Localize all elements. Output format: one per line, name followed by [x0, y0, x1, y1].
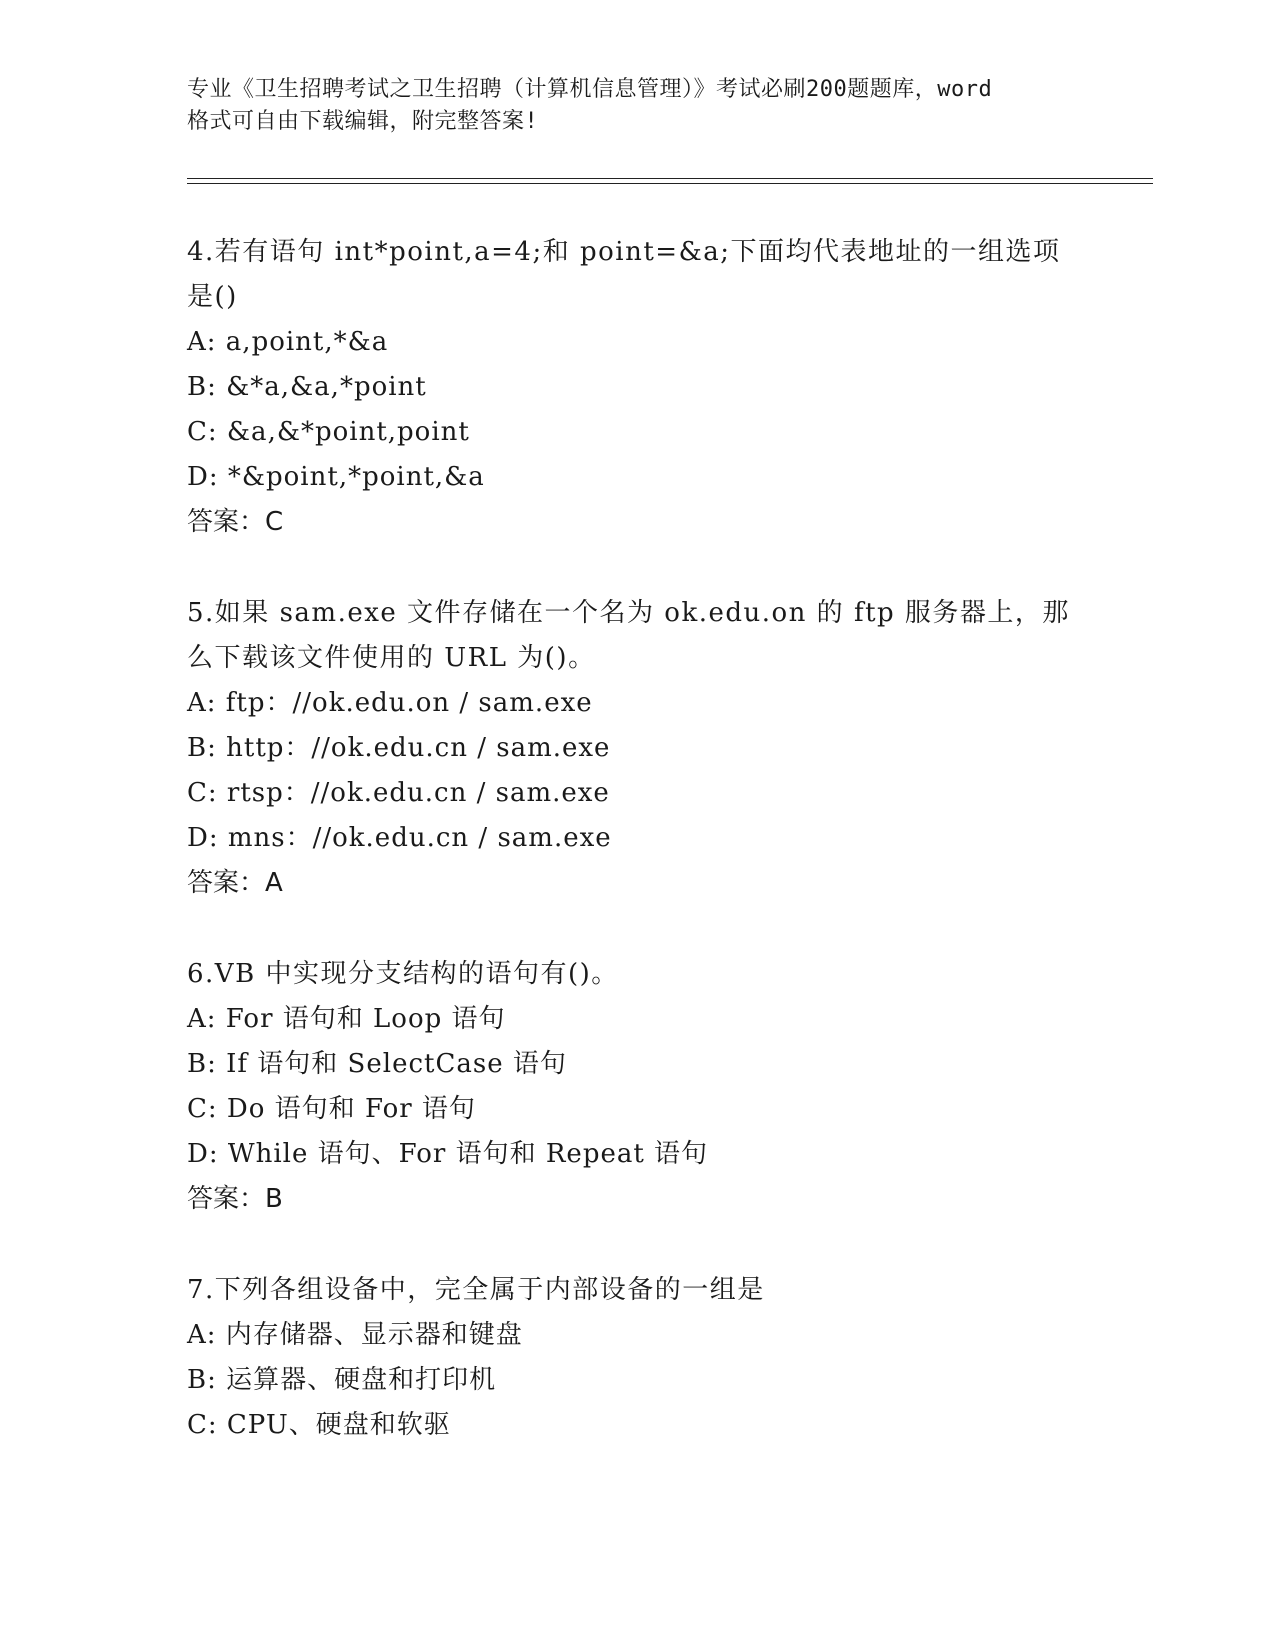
- question-stem-line-1: 4.若有语句 int*point,a=4;和 point=&a;下面均代表地址的一组选项: [187, 237, 1061, 267]
- option-d: D: While 语句、For 语句和 Repeat 语句: [187, 1139, 709, 1169]
- option-a: A: 内存储器、显示器和键盘: [187, 1320, 523, 1350]
- question-stem-line-1: 5.如果 sam.exe 文件存储在一个名为 ok.edu.on 的 ftp 服务器上，那: [187, 598, 1070, 628]
- answer-label: 答案：A: [187, 868, 283, 898]
- option-c: C: CPU、硬盘和软驱: [187, 1410, 451, 1440]
- option-a: A: For 语句和 Loop 语句: [187, 1004, 506, 1034]
- option-b: B: &*a,&a,*point: [187, 372, 427, 402]
- question-list: [187, 230, 1087, 1494]
- option-d: D: mns：//ok.edu.cn / sam.exe: [187, 823, 612, 853]
- question-5: [187, 591, 1087, 906]
- question-stem: [187, 591, 1087, 681]
- answer-label: 答案：C: [187, 507, 284, 537]
- option-c: C: &a,&*point,point: [187, 417, 470, 447]
- header-divider-top: [187, 178, 1153, 179]
- question-stem-line-1: 6.VB 中实现分支结构的语句有()。: [187, 959, 619, 989]
- option-b: B: http：//ok.edu.cn / sam.exe: [187, 733, 611, 763]
- question-stem-line-2: 么下载该文件使用的 URL 为()。: [187, 643, 596, 673]
- header-title-line-1: 专业《卫生招聘考试之卫生招聘（计算机信息管理）》考试必刷200题题库，word: [187, 77, 993, 102]
- option-a: A: a,point,*&a: [187, 327, 389, 357]
- document-header: [187, 74, 1087, 138]
- question-stem-line-1: 7.下列各组设备中，完全属于内部设备的一组是: [187, 1275, 765, 1305]
- question-stem: [187, 1268, 1087, 1313]
- question-4: [187, 230, 1087, 545]
- question-6: [187, 952, 1087, 1222]
- question-stem: [187, 230, 1087, 320]
- question-stem-line-2: 是(): [187, 282, 238, 312]
- option-d: D: *&point,*point,&a: [187, 462, 485, 492]
- option-b: B: If 语句和 SelectCase 语句: [187, 1049, 567, 1079]
- option-c: C: rtsp：//ok.edu.cn / sam.exe: [187, 778, 610, 808]
- question-stem: [187, 952, 1087, 997]
- option-c: C: Do 语句和 For 语句: [187, 1094, 476, 1124]
- option-b: B: 运算器、硬盘和打印机: [187, 1365, 497, 1395]
- option-a: A: ftp：//ok.edu.on / sam.exe: [187, 688, 593, 718]
- header-title-line-2: 格式可自由下载编辑，附完整答案!: [187, 109, 539, 134]
- header-divider-bottom: [187, 183, 1153, 184]
- answer-label: 答案：B: [187, 1184, 283, 1214]
- question-7: [187, 1268, 1087, 1448]
